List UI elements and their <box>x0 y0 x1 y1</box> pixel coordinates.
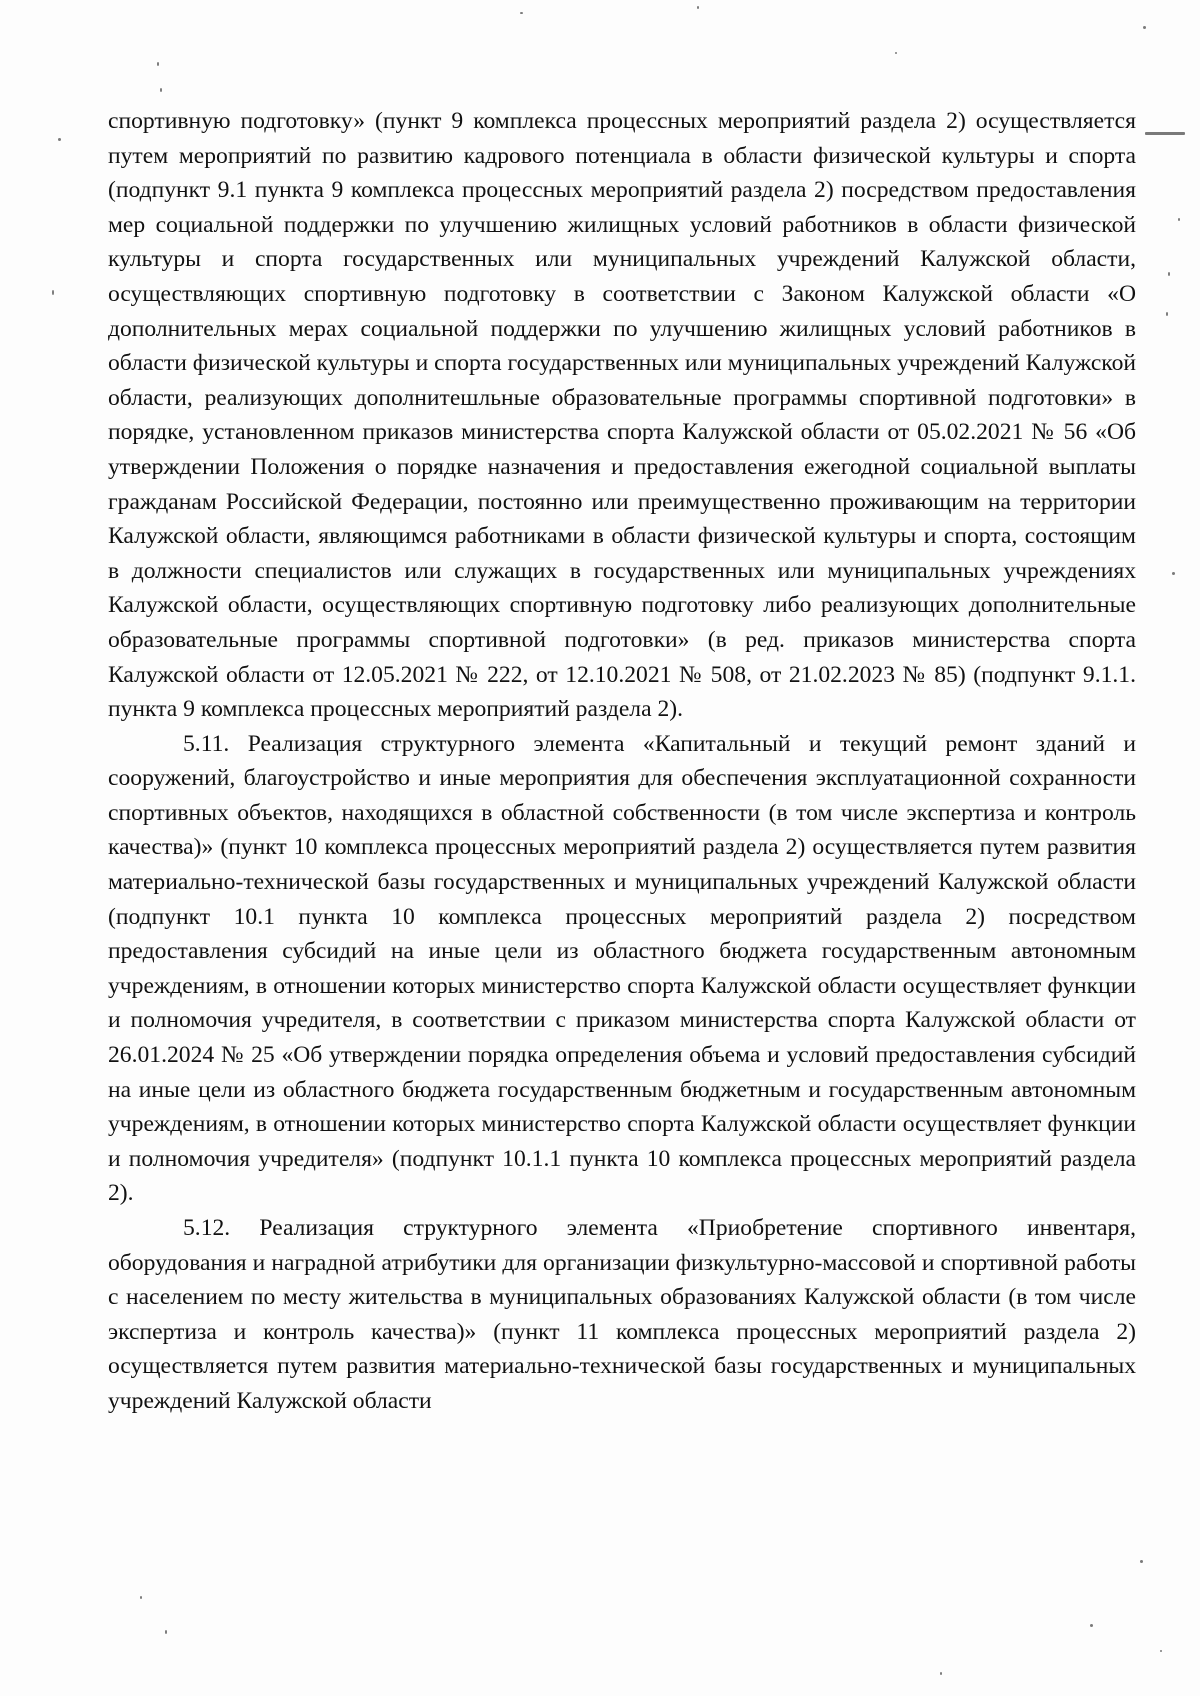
scan-speck <box>1168 272 1170 276</box>
scan-speck <box>165 1630 167 1634</box>
scan-speck <box>940 1672 942 1675</box>
scan-speck <box>1140 1560 1143 1563</box>
scan-speck <box>1166 312 1168 316</box>
scan-speck <box>697 6 699 9</box>
document-body <box>108 104 1136 1419</box>
paragraph-5-12: 5.12. Реализация структурного элемента «Приобретение спортивного инвентаря, оборудования и наградной атрибутики для организации физкультурно-массовой и спортивной работы с населением по месту жительства в муниципальных образованиях Калужской области (в том числе экспертиза и контроль качества)» (пункт 11 комплекса процессных мероприятий раздела 2) осуществляется путем развития материально-технической базы государственных и муниципальных учреждений Калужской области <box>108 1215 1136 1414</box>
paragraph-continuation: спортивную подготовку» (пункт 9 комплекса процессных мероприятий раздела 2) осуществляется путем мероприятий по развитию кадрового потенциала в области физической культуры и спорта (подпункт 9.1 пункта 9 комплекса процессных мероприятий раздела 2) посредством предоставления мер социальной поддержки по улучшению жилищных условий работников в области физической культуры и спорта государственных или муниципальных учреждений Калужской области, осуществляющих спортивную подготовку в соответствии с Законом Калужской области «О дополнительных мерах социальной поддержки по улучшению жилищных условий работников в области физической культуры и спорта государственных или муниципальных учреждений Калужской области, реализующих дополнитешльные образовательные программы спортивной подготовки» в порядке, установленном приказов министерства спорта Калужской области от 05.02.2021 № 56 «Об утверждении Положения о порядке назначения и предоставления ежегодной социальной выплаты гражданам Российской Федерации, постоянно или преимущественно проживающим на территории Калужской области, являющимся работниками в области физической культуры и спорта, состоящим в должности специалистов или служащих в государственных или муниципальных учреждениях Калужской области, осуществляющих спортивную подготовку либо реализующих дополнительные образовательные программы спортивной подготовки» (в ред. приказов министерства спорта Калужской области от 12.05.2021 № 222, от 12.10.2021 № 508, от 21.02.2023 № 85) (подпункт 9.1.1. пункта 9 комплекса процессных мероприятий раздела 2). <box>108 108 1136 723</box>
scan-speck <box>58 138 61 141</box>
scan-speck <box>1172 572 1175 575</box>
scan-speck <box>140 1596 142 1599</box>
scan-speck <box>1160 1650 1162 1652</box>
scan-speck <box>1090 1624 1093 1627</box>
scan-speck <box>160 88 162 92</box>
scan-speck <box>1143 26 1146 29</box>
paragraph-5-11: 5.11. Реализация структурного элемента «Капитальный и текущий ремонт зданий и сооружений, благоустройство и иные мероприятия для обеспечения эксплуатационной сохранности спортивных объектов, находящихся в областной собственности (в том числе экспертиза и контроль качества)» (пункт 10 комплекса процессных мероприятий раздела 2) осуществляется путем развития материально-технической базы государственных и муниципальных учреждений Калужской области (подпункт 10.1 пункта 10 комплекса процессных мероприятий раздела 2) посредством предоставления субсидий на иные цели из областного бюджета государственным автономным учреждениям, в отношении которых министерство спорта Калужской области осуществляет функции и полномочия учредителя, в соответствии с приказом министерства спорта Калужской области от 26.01.2024 № 25 «Об утверждении порядка определения объема и условий предоставления субсидий на иные цели из областного бюджета государственным бюджетным и государственным автономным учреждениям, в отношении которых министерство спорта Калужской области осуществляет функции и полномочия учредителя» (подпункт 10.1.1 пункта 10 комплекса процессных мероприятий раздела 2). <box>108 730 1136 1207</box>
scan-speck <box>1145 132 1185 135</box>
scan-speck <box>52 290 54 295</box>
scan-speck <box>895 52 897 54</box>
scan-speck <box>1178 218 1180 221</box>
scan-speck <box>157 62 159 66</box>
scan-speck <box>520 12 523 14</box>
